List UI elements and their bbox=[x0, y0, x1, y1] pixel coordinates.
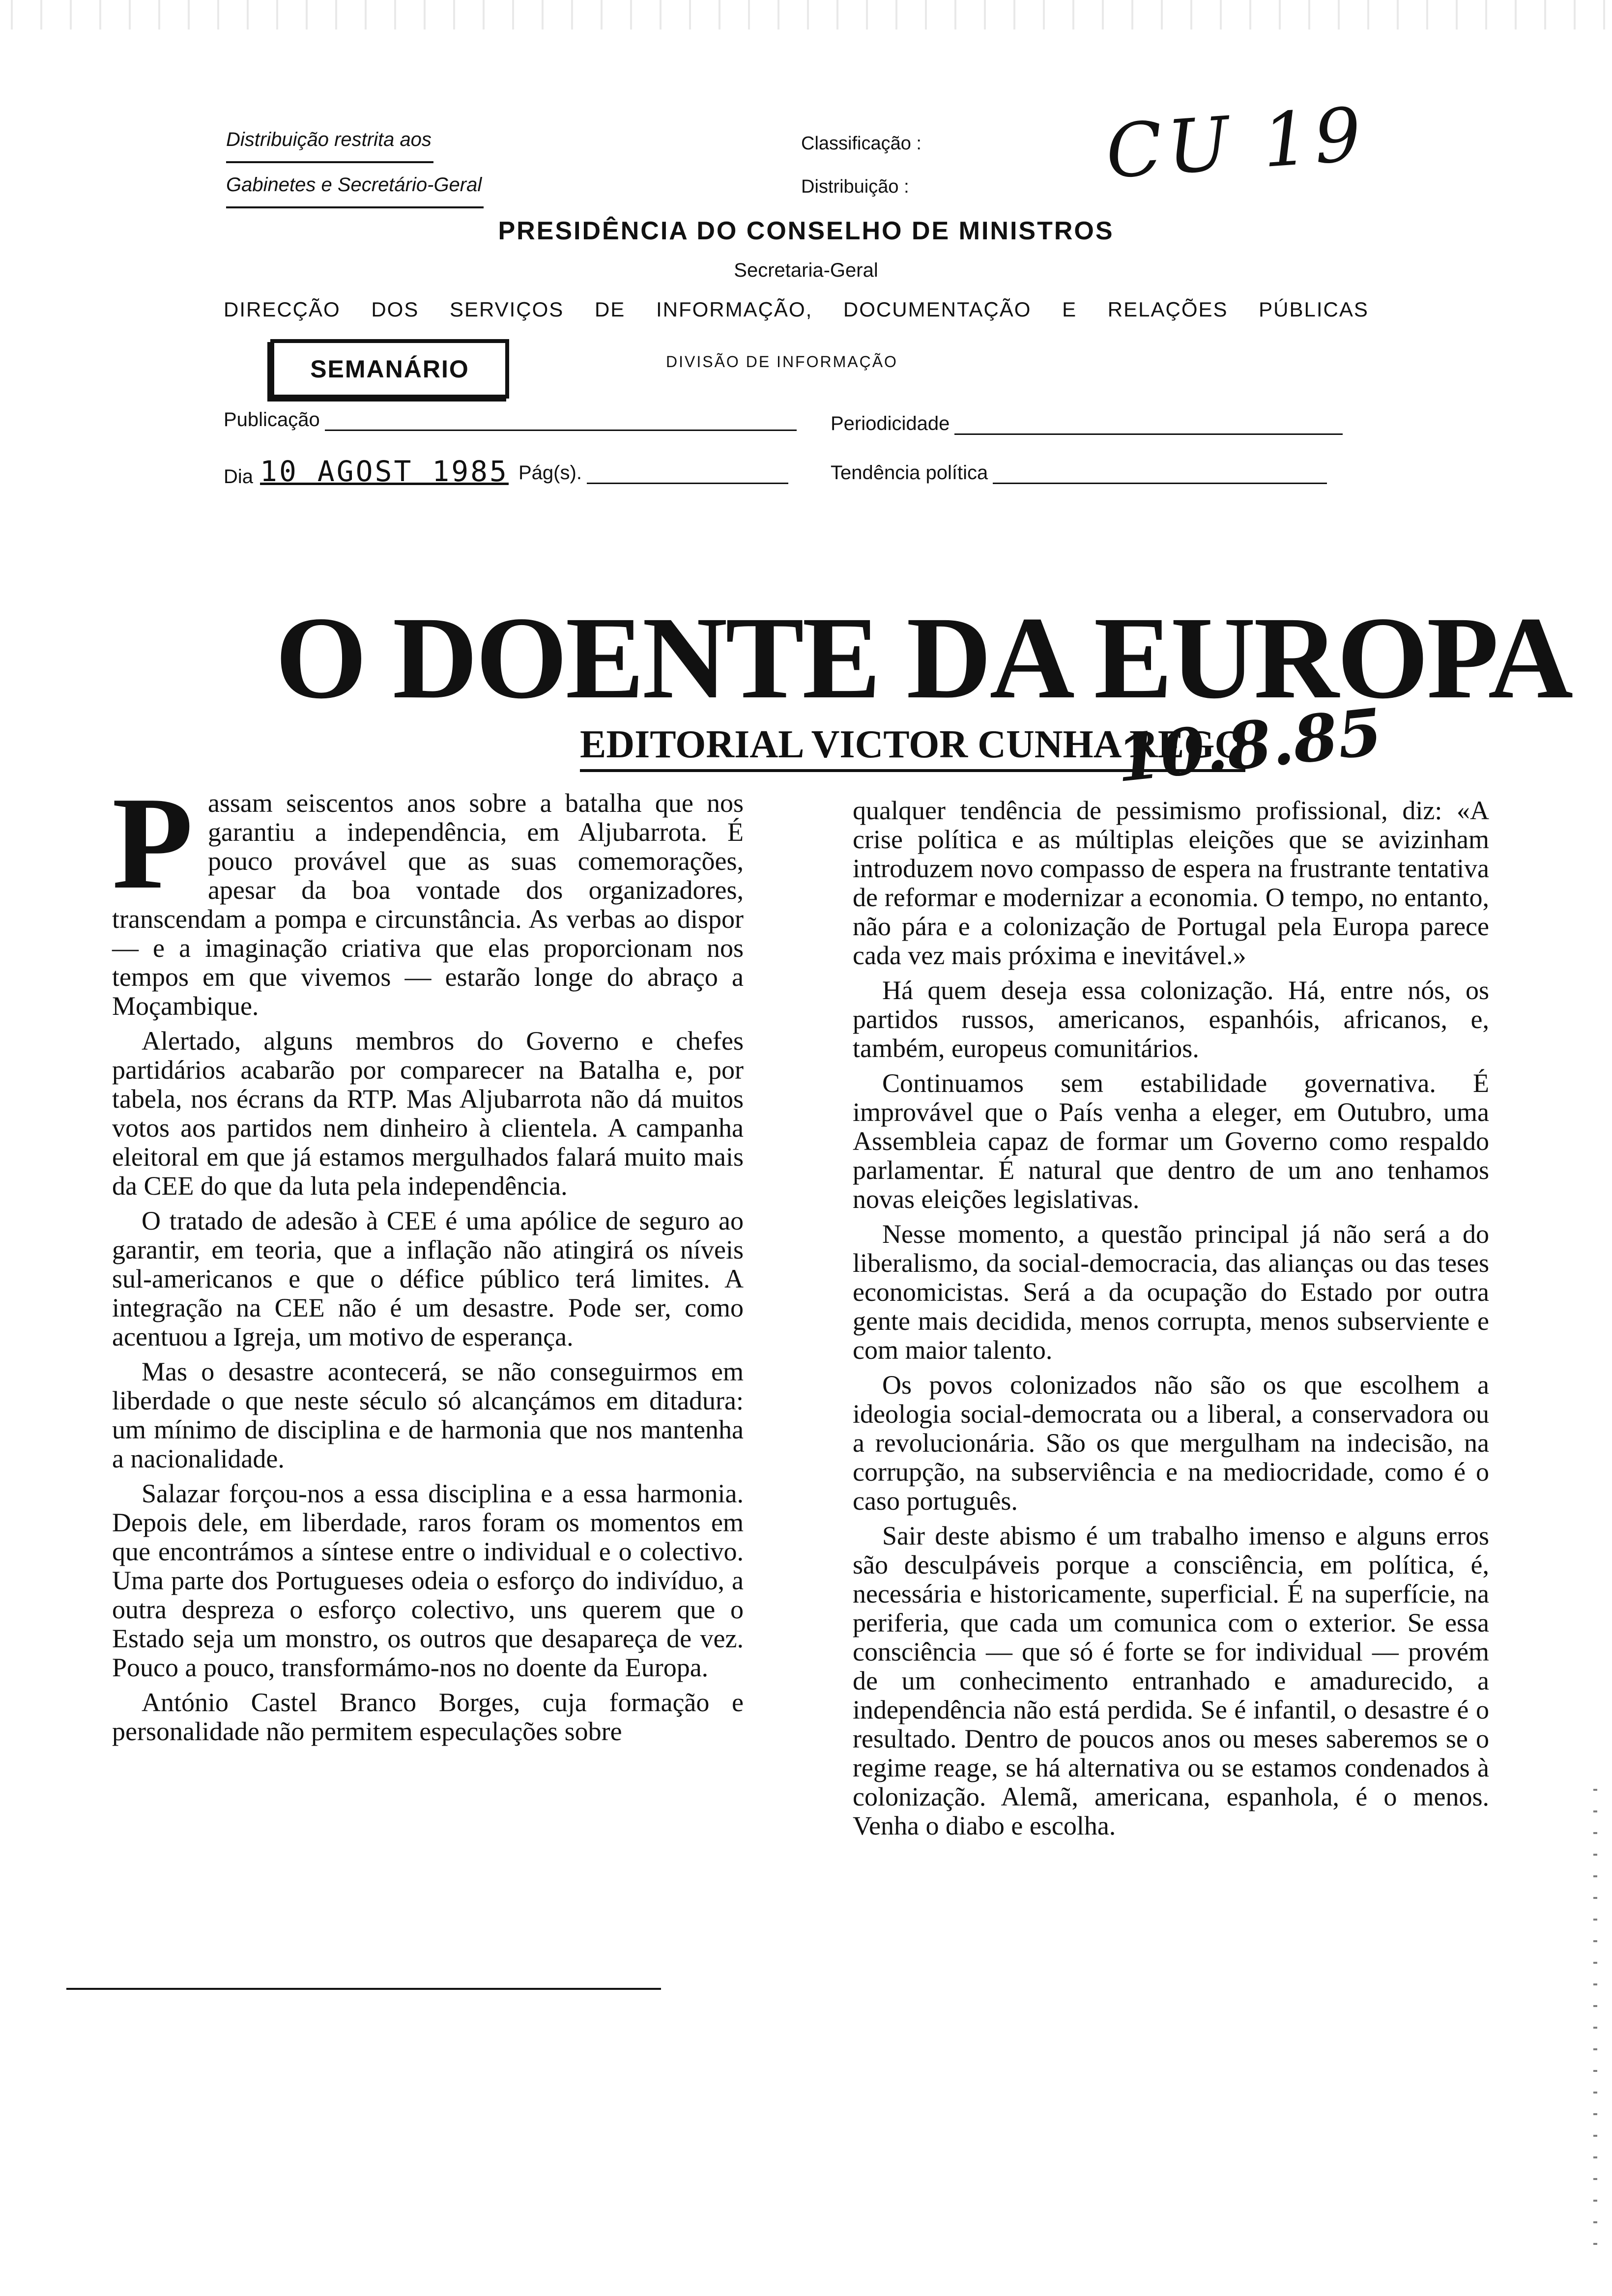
publicacao-field bbox=[224, 409, 797, 431]
secretaria-geral: Secretaria-Geral bbox=[734, 259, 878, 281]
direccao-word: RELAÇÕES bbox=[1107, 298, 1228, 321]
dia-label: Dia bbox=[224, 466, 254, 488]
periodicidade-label: Periodicidade bbox=[831, 413, 950, 434]
dia-value: 10 AGOST 1985 bbox=[260, 455, 509, 488]
direccao-word: DE bbox=[594, 298, 626, 321]
article-column-left bbox=[112, 770, 744, 1752]
publicacao-line bbox=[325, 410, 797, 431]
paragraph: Nesse momento, a questão principal já não será a do liberalismo, da social-democracia, das alianças ou das teses economicistas. Será a da ocupação do Estado por outra gente mais decidida, menos corrupta, menos subserviente e com maior talento. bbox=[853, 1219, 1489, 1365]
pags-line bbox=[587, 463, 788, 484]
direccao-word: DOS bbox=[371, 298, 419, 321]
periodicidade-line bbox=[954, 414, 1343, 435]
tendencia-field bbox=[831, 462, 1327, 484]
divisao-label: DIVISÃO DE INFORMAÇÃO bbox=[666, 353, 898, 371]
paragraph-text: assam seiscentos anos sobre a batalha que nos garantiu a independência, em Aljubarrota. É pouco provável que as suas comemorações, apesar da boa vontade dos organizadores, transcendam a pompa e circunstância. As verbas ao dispor — e a imaginação criativa que elas proporcionam nos tempos em que vivemos — estarão longe do abraço a Moçambique. bbox=[112, 788, 744, 1021]
scan-noise-top bbox=[0, 0, 1612, 29]
dia-field bbox=[224, 455, 509, 488]
paragraph: Alertado, alguns membros do Governo e chefes partidários acabarão por comparecer na Batalha e, por tabela, nos écrans da RTP. Mas Aljubarrota não dá muitos votos aos partidos nem dinheiro à clientela. A campanha eleitoral em que já estamos mergulhados falará muito mais da CEE do que da luta pela independência. bbox=[112, 1026, 744, 1201]
classificacao-label: Classificação : bbox=[801, 133, 921, 154]
paragraph: Continuamos sem estabilidade governativa. É improvável que o País venha a eleger, em Outubro, uma Assembleia capaz de formar um Governo como respaldo parlamentar. É natural que dentro de um ano tenhamos novas eleições legislativas. bbox=[853, 1068, 1489, 1214]
direccao-word: E bbox=[1062, 298, 1077, 321]
restricted-line-1: Distribuição restrita aos bbox=[226, 118, 433, 163]
restricted-line-2: Gabinetes e Secretário-Geral bbox=[226, 163, 484, 208]
direccao-word: DOCUMENTAÇÃO bbox=[843, 298, 1032, 321]
direccao-word: PÚBLICAS bbox=[1259, 298, 1369, 321]
publication-stamp: SEMANÁRIO bbox=[270, 339, 509, 399]
paragraph: Salazar forçou-nos a essa disciplina e a essa harmonia. Depois dele, em liberdade, raros foram os momentos em que encontrámos a síntese entre o individual e o colectivo. Uma parte dos Portugueses odeia o esforço do indivíduo, a outra despreza o esforço colectivo, uns querem que o Estado seja um monstro, os outros que desapareça de vez. Pouco a pouco, transformámo-nos no doente da Europa. bbox=[112, 1479, 744, 1682]
direccao-line bbox=[224, 298, 1369, 321]
handwritten-date-mark: 10.8.85 bbox=[1112, 694, 1386, 797]
paragraph: Mas o desastre acontecerá, se não conseguirmos em liberdade o que neste século só alcançámos em ditadura: um mínimo de disciplina e de harmonia que nos mantenha a nacionalidade. bbox=[112, 1357, 744, 1473]
distribuicao-label: Distribuição : bbox=[801, 176, 909, 197]
pags-label: Pág(s). bbox=[518, 462, 582, 484]
handwritten-code: CU 19 bbox=[1103, 91, 1369, 196]
article-byline: EDITORIAL VICTOR CUNHA REGO bbox=[580, 722, 1245, 772]
paragraph: O tratado de adesão à CEE é uma apólice de seguro ao garantir, em teoria, que a inflação não atingirá os níveis sul-americanos e que o défice público terá limites. A integração na CEE não é um desastre. Pode ser, como acentuou a Igreja, um motivo de esperança. bbox=[112, 1206, 744, 1351]
paragraph: qualquer tendência de pessimismo profissional, diz: «A crise política e as múltiplas eleições que se avizinham introduzem novo compasso de espera na frustrante tentativa de reformar e modernizar a economia. O tempo, no entanto, não pára e a colonização de Portugal pela Europa parece cada vez mais próxima e inevitável.» bbox=[853, 796, 1489, 970]
direccao-word: INFORMAÇÃO, bbox=[656, 298, 813, 321]
pags-field bbox=[518, 462, 788, 484]
paragraph bbox=[112, 770, 744, 1021]
periodicidade-field bbox=[831, 413, 1343, 435]
institution-title: PRESIDÊNCIA DO CONSELHO DE MINISTROS bbox=[498, 217, 1114, 245]
scan-noise-margin bbox=[1593, 1769, 1597, 2261]
paragraph: Há quem deseja essa colonização. Há, entre nós, os partidos russos, americanos, espanhóis, africanos, e, também, europeus comunitários. bbox=[853, 976, 1489, 1063]
paragraph: Sair deste abismo é um trabalho imenso e alguns erros são desculpáveis porque a consciência, em política, é, necessária e historicamente, superficial. É na superfície, na periferia, que cada um comunica com o exterior. Se essa consciência — que só é forte se for individual — provém de um conhecimento entranhado e amadurecido, a independência não está perdida. Se é infantil, o desastre é o resultado. Dentro de poucos anos ou meses saberemos se o regime reage, se há alternativa ou se estamos condenados à colonização. Alemã, americana, espanhola, é o menos. Venha o diabo e escolha. bbox=[853, 1521, 1489, 1840]
restricted-distribution-note bbox=[226, 118, 484, 208]
tendencia-label: Tendência política bbox=[831, 462, 988, 484]
article-headline: O DOENTE DA EUROPA bbox=[275, 592, 1572, 723]
publicacao-label: Publicação bbox=[224, 409, 320, 430]
bottom-rule bbox=[66, 1988, 661, 1990]
classification-block bbox=[801, 122, 921, 208]
direccao-word: SERVIÇOS bbox=[450, 298, 564, 321]
tendencia-line bbox=[993, 463, 1327, 484]
direccao-word: DIRECÇÃO bbox=[224, 298, 341, 321]
paragraph: Os povos colonizados não são os que escolhem a ideologia social-democrata ou a liberal, a conservadora ou a revolucionária. São os que mergulham na indecisão, na corrupção, na subserviência e na mediocridade, como é o caso português. bbox=[853, 1370, 1489, 1516]
paragraph: António Castel Branco Borges, cuja formação e personalidade não permitem especulações sobre bbox=[112, 1688, 744, 1746]
drop-cap: P bbox=[112, 770, 193, 917]
article-column-right bbox=[853, 796, 1489, 1846]
